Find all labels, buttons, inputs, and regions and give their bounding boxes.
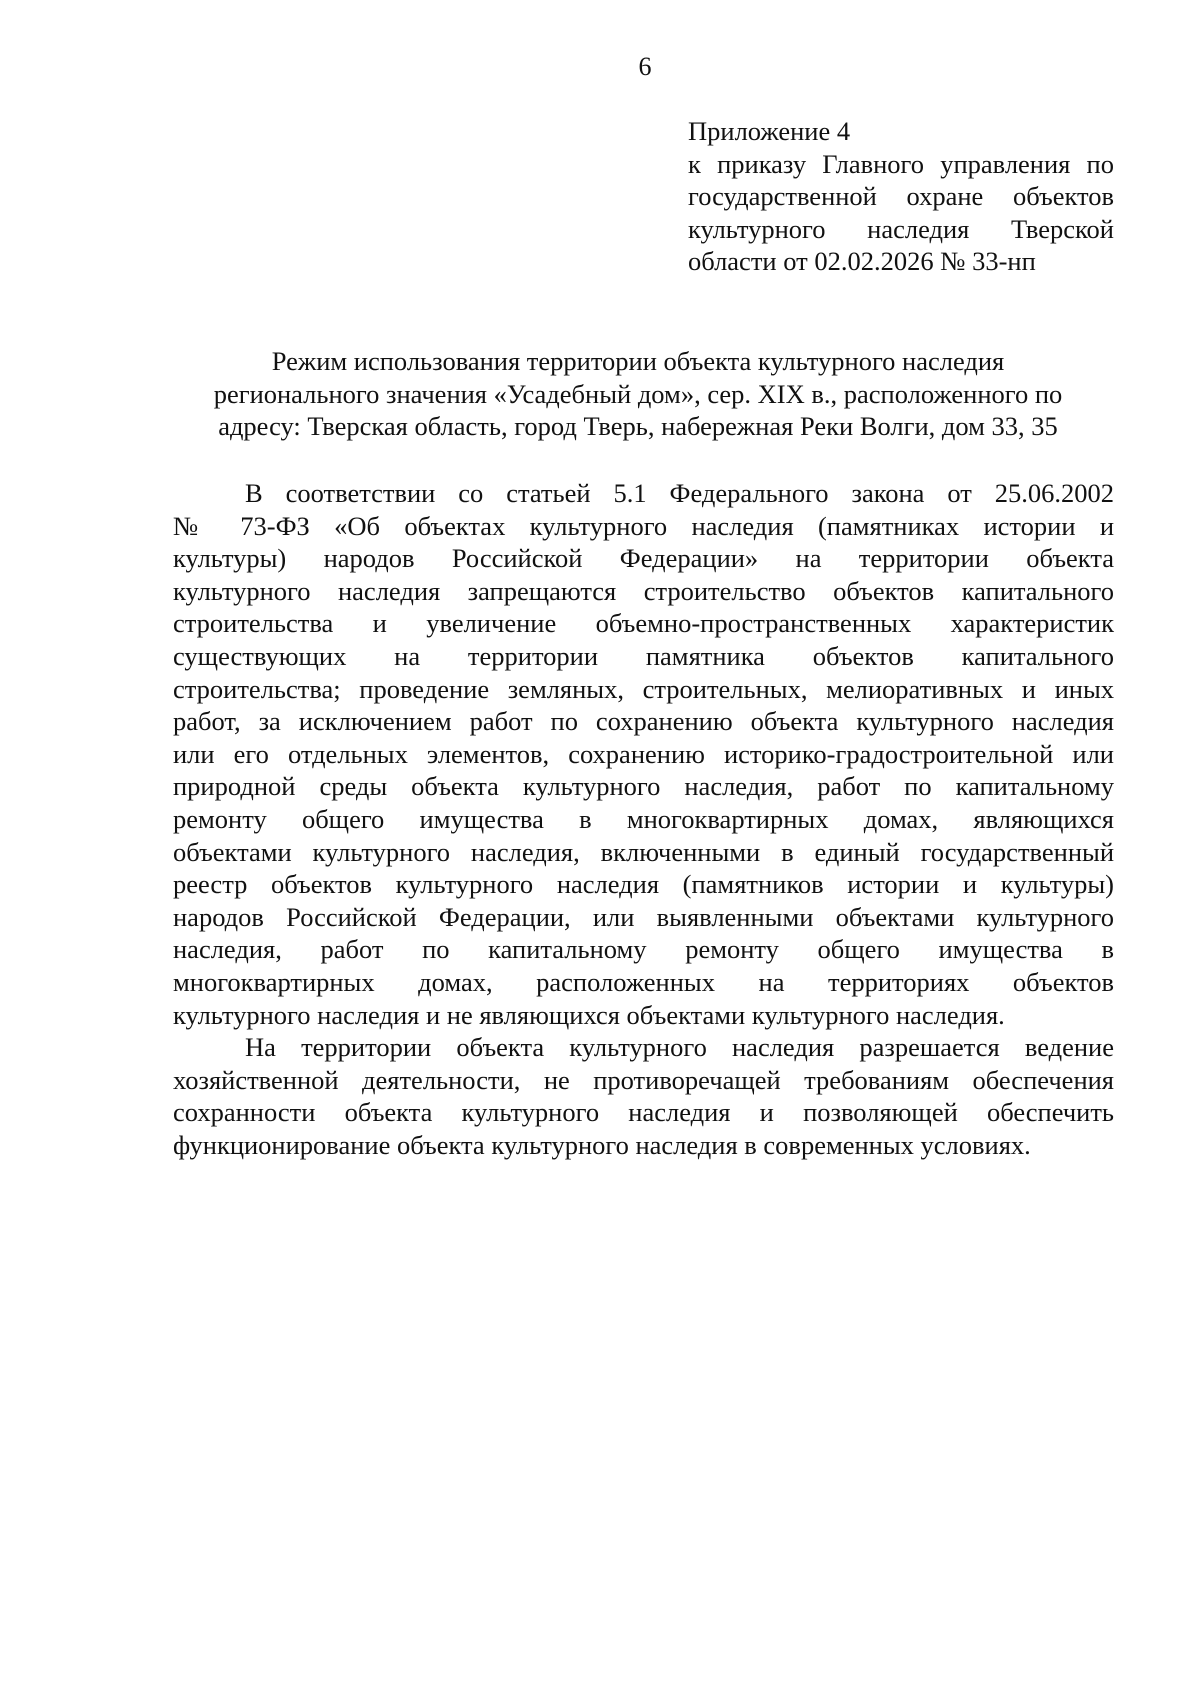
paragraph-line: № 73-ФЗ «Об объектах культурного наследия (памятниках истории и xyxy=(173,510,1114,541)
paragraph-permissions xyxy=(173,1031,1114,1161)
document-body xyxy=(173,477,1114,1161)
appendix-header xyxy=(688,115,1114,278)
paragraph-line: строительства; проведение земляных, строительных, мелиоративных и иных xyxy=(173,673,1114,704)
paragraph-line: функционирование объекта культурного наследия в современных условиях. xyxy=(173,1129,1031,1160)
title-line: регионального значения «Усадебный дом», сер. XIX в., расположенного по xyxy=(213,378,1063,409)
paragraph-line: ремонту общего имущества в многоквартирных домах, являющихся xyxy=(173,803,1114,834)
paragraph-line: реестр объектов культурного наследия (памятников истории и культуры) xyxy=(173,869,1114,900)
title-line: Режим использования территории объекта культурного наследия xyxy=(271,346,1005,376)
appendix-line: к приказу Главного управления по xyxy=(688,148,1114,179)
title-line: адресу: Тверская область, город Тверь, набережная Реки Волги, дом 33, 35 xyxy=(218,411,1058,441)
page-number: 6 xyxy=(638,52,652,81)
appendix-label: Приложение 4 xyxy=(688,116,851,146)
paragraph-line: объектами культурного наследия, включенными в единый государственный xyxy=(173,836,1114,867)
paragraph-line: наследия, работ по капитальному ремонту общего имущества в xyxy=(173,934,1114,965)
paragraph-line: народов Российской Федерации, или выявленными объектами культурного xyxy=(173,901,1114,932)
paragraph-line: сохранности объекта культурного наследия и позволяющей обеспечить xyxy=(173,1097,1114,1128)
paragraph-line: На территории объекта культурного наследия разрешается ведение xyxy=(245,1032,1114,1063)
paragraph-line: культурного наследия запрещаются строительство объектов капитального xyxy=(173,575,1114,606)
paragraph-line: культуры) народов Российской Федерации» на территории объекта xyxy=(173,543,1114,574)
paragraph-line: многоквартирных домах, расположенных на территориях объектов xyxy=(173,966,1114,997)
appendix-line: культурного наследия Тверской xyxy=(688,213,1114,244)
document-title xyxy=(178,345,1098,443)
paragraph-prohibitions xyxy=(173,477,1114,1031)
paragraph-line: природной среды объекта культурного наследия, работ по капитальному xyxy=(173,771,1114,802)
appendix-line: государственной охране объектов xyxy=(688,181,1114,211)
paragraph-line: хозяйственной деятельности, не противоречащей требованиям обеспечения xyxy=(173,1064,1114,1095)
paragraph-line: работ, за исключением работ по сохранению объекта культурного наследия xyxy=(173,706,1114,737)
paragraph-line: строительства и увеличение объемно-пространственных характеристик xyxy=(173,608,1114,639)
paragraph-line: или его отдельных элементов, сохранению историко-градостроительной или xyxy=(173,738,1114,769)
appendix-line: области от 02.02.2026 № 33-нп xyxy=(688,246,1036,276)
paragraph-line: В соответствии со статьей 5.1 Федерального закона от 25.06.2002 xyxy=(245,478,1114,508)
paragraph-line: культурного наследия и не являющихся объектами культурного наследия. xyxy=(173,999,1005,1030)
paragraph-line: существующих на территории памятника объектов капитального xyxy=(173,640,1114,671)
